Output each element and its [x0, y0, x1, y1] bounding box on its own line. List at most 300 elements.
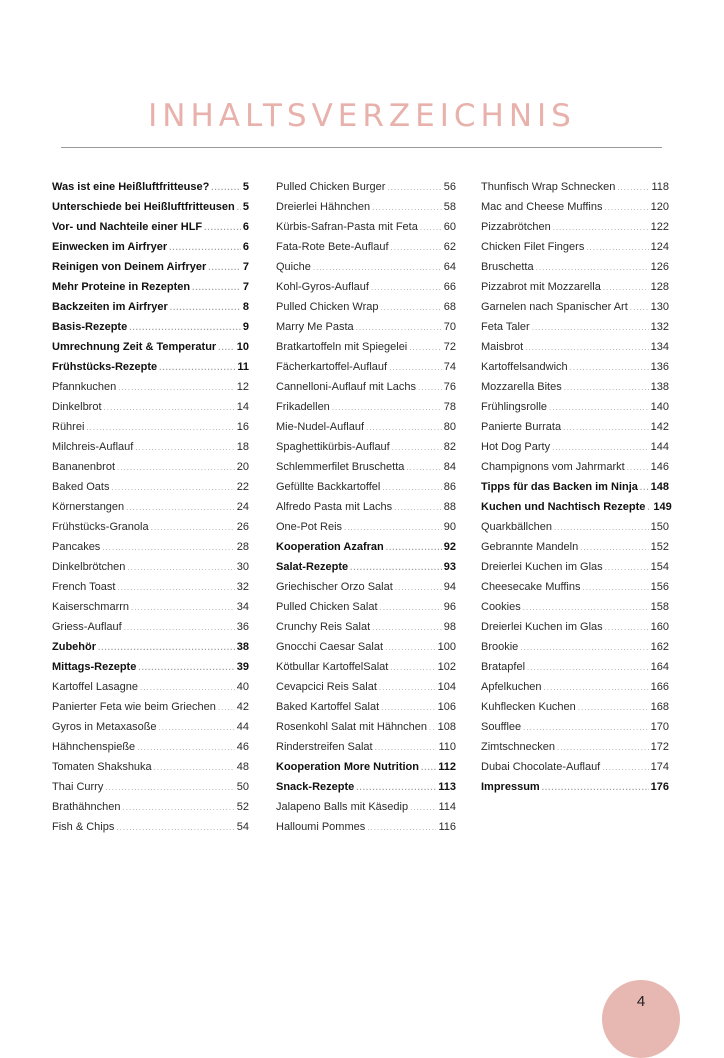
- toc-entry[interactable]: [481, 561, 669, 581]
- toc-entry-page: 76: [443, 381, 456, 393]
- dot-leader: [389, 363, 442, 372]
- toc-entry-page: 124: [650, 241, 669, 253]
- toc-entry-page: 14: [236, 401, 249, 413]
- toc-entry[interactable]: [52, 441, 249, 461]
- toc-entry-label: Dinkelbrot: [52, 401, 102, 413]
- toc-entry-label: Gnocchi Caesar Salat: [276, 641, 383, 653]
- toc-entry[interactable]: [481, 321, 669, 341]
- toc-entry-label: Fächerkartoffel-Auflauf: [276, 361, 388, 373]
- toc-entry-page: 58: [443, 201, 456, 213]
- dot-leader: [140, 683, 235, 692]
- toc-entry-label: Kartoffelsandwich: [481, 361, 568, 373]
- toc-entry-label: Soufflee: [481, 721, 522, 733]
- page-number: 4: [636, 993, 646, 1010]
- toc-entry-page: 112: [438, 761, 456, 773]
- dot-leader: [387, 183, 441, 192]
- toc-entry-page: 106: [437, 701, 456, 713]
- toc-entry-label: Kartoffel Lasagne: [52, 681, 139, 693]
- dot-leader: [544, 683, 649, 692]
- dot-leader: [137, 743, 235, 752]
- toc-entry-label: Maisbrot: [481, 341, 524, 353]
- toc-entry-label: Backzeiten im Airfryer: [52, 301, 168, 313]
- toc-entry-label: Bratapfel: [481, 661, 526, 673]
- toc-entry[interactable]: [52, 701, 249, 721]
- toc-entry-page: 64: [443, 261, 456, 273]
- toc-entry-page: 176: [650, 781, 669, 793]
- dot-leader: [350, 563, 442, 572]
- dot-leader: [159, 363, 235, 372]
- toc-entry[interactable]: [276, 681, 456, 701]
- toc-entry-label: Gefüllte Backkartoffel: [276, 481, 381, 493]
- toc-entry-label: Kuhflecken Kuchen: [481, 701, 576, 713]
- dot-leader: [313, 263, 442, 272]
- toc-entry-page: 94: [443, 581, 456, 593]
- toc-entry-label: Kooperation More Nutrition: [276, 761, 419, 773]
- toc-entry-label: Kuchen und Nachtisch Rezepte: [481, 501, 646, 513]
- toc-entry[interactable]: [52, 561, 249, 581]
- toc-entry[interactable]: [276, 241, 456, 261]
- toc-entry-label: Cookies: [481, 601, 521, 613]
- toc-entry[interactable]: [52, 181, 249, 201]
- toc-entry[interactable]: [481, 661, 669, 681]
- toc-entry[interactable]: [481, 761, 669, 781]
- toc-entry-page: 46: [236, 741, 249, 753]
- dot-leader: [395, 583, 442, 592]
- toc-entry-label: Brathähnchen: [52, 801, 121, 813]
- dot-leader: [532, 323, 649, 332]
- toc-entry-page: 38: [236, 641, 249, 653]
- dot-leader: [380, 603, 442, 612]
- toc-entry[interactable]: [276, 821, 456, 841]
- toc-entry-page: 150: [650, 521, 669, 533]
- toc-entry[interactable]: [276, 761, 456, 781]
- toc-entry-page: 50: [236, 781, 249, 793]
- toc-entry-page: 170: [650, 721, 669, 733]
- toc-entry-label: Feta Taler: [481, 321, 530, 333]
- toc-entry[interactable]: [52, 641, 249, 661]
- dot-leader: [523, 603, 649, 612]
- dot-leader: [129, 323, 241, 332]
- toc-entry[interactable]: [481, 201, 669, 221]
- toc-entry[interactable]: [276, 301, 456, 321]
- toc-entry-label: One-Pot Reis: [276, 521, 343, 533]
- toc-entry-label: Quiche: [276, 261, 311, 273]
- toc-entry-label: Bruschetta: [481, 261, 534, 273]
- toc-entry-page: 130: [650, 301, 669, 313]
- dot-leader: [603, 283, 649, 292]
- toc-entry[interactable]: [481, 421, 669, 441]
- dot-leader: [554, 523, 649, 532]
- toc-entry[interactable]: [481, 681, 669, 701]
- toc-entry-label: Spaghettikürbis-Auflauf: [276, 441, 390, 453]
- toc-entry[interactable]: [52, 301, 249, 321]
- toc-entry-page: 52: [236, 801, 249, 813]
- dot-leader: [586, 243, 648, 252]
- toc-entry[interactable]: [276, 461, 456, 481]
- toc-entry[interactable]: [52, 321, 249, 341]
- toc-entry[interactable]: [276, 401, 456, 421]
- toc-entry[interactable]: [52, 261, 249, 281]
- toc-entry[interactable]: [276, 541, 456, 561]
- toc-entry-label: Salat-Rezepte: [276, 561, 349, 573]
- toc-entry-page: 110: [438, 741, 456, 753]
- toc-entry-label: Thai Curry: [52, 781, 104, 793]
- toc-entry-label: Dubai Chocolate-Auflauf: [481, 761, 601, 773]
- toc-entry[interactable]: [276, 381, 456, 401]
- toc-entry-page: 104: [437, 681, 456, 693]
- toc-entry-label: Chicken Filet Fingers: [481, 241, 585, 253]
- dot-leader: [605, 563, 649, 572]
- toc-entry[interactable]: [276, 441, 456, 461]
- toc-entry[interactable]: [481, 181, 669, 201]
- toc-entry[interactable]: [276, 361, 456, 381]
- toc-entry[interactable]: [52, 281, 249, 301]
- toc-entry-page: 26: [236, 521, 249, 533]
- dot-leader: [382, 483, 441, 492]
- toc-entry[interactable]: [481, 361, 669, 381]
- toc-entry-label: Halloumi Pommes: [276, 821, 366, 833]
- toc-entry-page: 68: [443, 301, 456, 313]
- toc-entry-page: 16: [236, 421, 249, 433]
- toc-entry-page: 48: [236, 761, 249, 773]
- toc-entry[interactable]: [276, 561, 456, 581]
- toc-entry-page: 74: [443, 361, 456, 373]
- title-divider: [61, 147, 662, 148]
- toc-entry[interactable]: [276, 221, 456, 241]
- toc-entry[interactable]: [481, 701, 669, 721]
- dot-leader: [116, 823, 234, 832]
- toc-entry[interactable]: [52, 721, 249, 741]
- toc-entry-label: Apfelkuchen: [481, 681, 542, 693]
- toc-entry-page: 154: [650, 561, 669, 573]
- toc-entry-label: Hähnchenspieße: [52, 741, 136, 753]
- toc-entry-page: 11: [237, 361, 249, 373]
- dot-leader: [105, 783, 234, 792]
- dot-leader: [525, 343, 648, 352]
- dot-leader: [536, 263, 649, 272]
- toc-entry-label: Garnelen nach Spanischer Art: [481, 301, 628, 313]
- dot-leader: [169, 243, 241, 252]
- toc-entry-label: Mac and Cheese Muffins: [481, 201, 603, 213]
- toc-entry-label: Was ist eine Heißluftfritteuse?: [52, 181, 210, 193]
- toc-entry[interactable]: [276, 741, 456, 761]
- toc-entry-page: 60: [443, 221, 456, 233]
- toc-entry[interactable]: [276, 621, 456, 641]
- toc-entry-label: Dinkelbrötchen: [52, 561, 126, 573]
- toc-entry-page: 7: [242, 281, 249, 293]
- toc-entry[interactable]: [481, 621, 669, 641]
- toc-entry-page: 28: [236, 541, 249, 553]
- dot-leader: [570, 363, 649, 372]
- toc-entry[interactable]: [276, 801, 456, 821]
- toc-entry-label: Baked Kartoffel Salat: [276, 701, 380, 713]
- dot-leader: [102, 543, 234, 552]
- toc-entry-page: 32: [236, 581, 249, 593]
- toc-entry-label: Fata-Rote Bete-Auflauf: [276, 241, 389, 253]
- toc-entry-page: 7: [242, 261, 249, 273]
- dot-leader: [527, 663, 649, 672]
- toc-entry[interactable]: [52, 481, 249, 501]
- toc-entry-label: Griechischer Orzo Salat: [276, 581, 393, 593]
- dot-leader: [372, 203, 442, 212]
- toc-entry-page: 132: [650, 321, 669, 333]
- dot-leader: [356, 323, 442, 332]
- dot-leader: [356, 783, 436, 792]
- toc-entry-page: 144: [650, 441, 669, 453]
- dot-leader: [218, 703, 235, 712]
- dot-leader: [124, 623, 235, 632]
- toc-entry-label: Pulled Chicken Salat: [276, 601, 378, 613]
- toc-entry-label: Tipps für das Backen im Ninja: [481, 481, 638, 493]
- toc-entry[interactable]: [481, 301, 669, 321]
- toc-entry[interactable]: [481, 781, 669, 801]
- toc-entry[interactable]: [276, 341, 456, 361]
- toc-entry[interactable]: [52, 361, 249, 381]
- dot-leader: [86, 423, 234, 432]
- toc-entry-page: 146: [650, 461, 669, 473]
- toc-entry-label: Zimtschnecken: [481, 741, 555, 753]
- dot-leader: [385, 643, 436, 652]
- dot-leader: [563, 423, 649, 432]
- toc-entry-page: 168: [650, 701, 669, 713]
- toc-entry-label: Frühstücks-Granola: [52, 521, 149, 533]
- page-title: INHALTSVERZEICHNIS: [148, 98, 576, 134]
- toc-entry-label: Cannelloni-Auflauf mit Lachs: [276, 381, 417, 393]
- toc-entry-label: Pulled Chicken Wrap: [276, 301, 379, 313]
- toc-entry-page: 10: [236, 341, 249, 353]
- toc-entry-label: Champignons vom Jahrmarkt: [481, 461, 625, 473]
- toc-entry[interactable]: [52, 221, 249, 241]
- toc-entry-label: Cevapcici Reis Salat: [276, 681, 377, 693]
- toc-entry[interactable]: [52, 401, 249, 421]
- toc-entry-label: Kaiserschmarrn: [52, 601, 130, 613]
- toc-entry[interactable]: [52, 421, 249, 441]
- toc-column-3: [481, 181, 672, 801]
- dot-leader: [523, 723, 648, 732]
- toc-entry-label: Marry Me Pasta: [276, 321, 354, 333]
- toc-entry-label: Unterschiede bei Heißluftfritteusen: [52, 201, 235, 213]
- toc-entry[interactable]: [481, 541, 669, 561]
- dot-leader: [211, 183, 241, 192]
- toc-entry[interactable]: [52, 821, 249, 841]
- toc-entry-label: Frühstücks-Rezepte: [52, 361, 158, 373]
- dot-leader: [420, 223, 442, 232]
- toc-entry-label: Pancakes: [52, 541, 101, 553]
- toc-entry-label: Rührei: [52, 421, 85, 433]
- toc-entry-label: Dreierlei Kuchen im Glas: [481, 621, 603, 633]
- toc-entry-page: 136: [650, 361, 669, 373]
- dot-leader: [375, 743, 437, 752]
- toc-entry[interactable]: [52, 621, 249, 641]
- toc-entry[interactable]: [481, 521, 669, 541]
- toc-entry-page: 102: [437, 661, 456, 673]
- toc-entry-label: Frikadellen: [276, 401, 330, 413]
- toc-entry-page: 96: [443, 601, 456, 613]
- toc-entry[interactable]: [481, 601, 669, 621]
- toc-entry-page: 142: [650, 421, 669, 433]
- toc-entry-page: 86: [443, 481, 456, 493]
- toc-entry[interactable]: [276, 481, 456, 501]
- toc-entry[interactable]: [276, 701, 456, 721]
- dot-leader: [392, 443, 442, 452]
- toc-entry[interactable]: [276, 261, 456, 281]
- toc-entry[interactable]: [52, 801, 249, 821]
- toc-entry-page: 158: [650, 601, 669, 613]
- dot-leader: [366, 423, 442, 432]
- dot-leader: [386, 543, 442, 552]
- dot-leader: [218, 343, 235, 352]
- toc-entry[interactable]: [276, 281, 456, 301]
- toc-entry-label: Mozzarella Bites: [481, 381, 562, 393]
- toc-entry-page: 152: [650, 541, 669, 553]
- toc-entry[interactable]: [276, 581, 456, 601]
- toc-entry[interactable]: [276, 201, 456, 221]
- toc-entry-page: 92: [443, 541, 456, 553]
- dot-leader: [418, 383, 442, 392]
- toc-entry-page: 34: [236, 601, 249, 613]
- toc-entry[interactable]: [481, 441, 669, 461]
- dot-leader: [520, 643, 648, 652]
- toc-entry-page: 18: [236, 441, 249, 453]
- toc-entry[interactable]: [52, 381, 249, 401]
- toc-entry[interactable]: [481, 281, 669, 301]
- toc-entry-page: 88: [443, 501, 456, 513]
- toc-entry-page: 116: [438, 821, 456, 833]
- dot-leader: [118, 383, 235, 392]
- toc-entry[interactable]: [52, 201, 249, 221]
- toc-entry-page: 30: [236, 561, 249, 573]
- toc-entry[interactable]: [481, 721, 669, 741]
- toc-entry-label: Mie-Nudel-Auflauf: [276, 421, 365, 433]
- toc-entry[interactable]: [52, 741, 249, 761]
- toc-entry-page: 42: [236, 701, 249, 713]
- toc-entry[interactable]: [481, 241, 669, 261]
- dot-leader: [429, 723, 436, 732]
- toc-entry-label: Rosenkohl Salat mit Hähnchen: [276, 721, 428, 733]
- toc-entry[interactable]: [481, 741, 669, 761]
- toc-entry[interactable]: [52, 461, 249, 481]
- toc-entry-page: 149: [653, 501, 672, 513]
- toc-entry[interactable]: [52, 661, 249, 681]
- toc-entry-page: 66: [443, 281, 456, 293]
- toc-entry[interactable]: [481, 341, 669, 361]
- toc-entry-label: Bananenbrot: [52, 461, 115, 473]
- toc-entry-page: 90: [443, 521, 456, 533]
- toc-entry-page: 9: [242, 321, 249, 333]
- toc-entry-page: 39: [236, 661, 249, 673]
- toc-entry[interactable]: [276, 601, 456, 621]
- dot-leader: [126, 503, 235, 512]
- toc-entry[interactable]: [52, 541, 249, 561]
- dot-leader: [391, 243, 442, 252]
- toc-entry[interactable]: [481, 501, 672, 521]
- dot-leader: [617, 183, 649, 192]
- toc-entry[interactable]: [481, 461, 669, 481]
- dot-leader: [553, 223, 649, 232]
- toc-entry[interactable]: [276, 521, 456, 541]
- toc-entry-page: 98: [443, 621, 456, 633]
- toc-entry[interactable]: [276, 181, 456, 201]
- dot-leader: [580, 543, 648, 552]
- dot-leader: [640, 483, 649, 492]
- toc-entry-page: 172: [650, 741, 669, 753]
- toc-entry-page: 70: [443, 321, 456, 333]
- toc-entry-page: 40: [236, 681, 249, 693]
- toc-entry[interactable]: [481, 261, 669, 281]
- dot-leader: [381, 303, 442, 312]
- toc-entry[interactable]: [276, 421, 456, 441]
- dot-leader: [371, 283, 442, 292]
- toc-entry[interactable]: [52, 501, 249, 521]
- toc-entry-page: 126: [650, 261, 669, 273]
- dot-leader: [564, 383, 649, 392]
- toc-entry[interactable]: [481, 381, 669, 401]
- toc-entry[interactable]: [276, 641, 456, 661]
- toc-entry-page: 166: [650, 681, 669, 693]
- toc-entry-label: Quarkbällchen: [481, 521, 552, 533]
- toc-entry-label: Fish & Chips: [52, 821, 115, 833]
- dot-leader: [604, 203, 648, 212]
- toc-entry-page: 174: [650, 761, 669, 773]
- dot-leader: [578, 703, 649, 712]
- toc-entry-label: Snack-Rezepte: [276, 781, 355, 793]
- dot-leader: [630, 303, 649, 312]
- dot-leader: [170, 303, 241, 312]
- toc-entry[interactable]: [481, 641, 669, 661]
- toc-entry[interactable]: [481, 481, 669, 501]
- toc-entry-page: 80: [443, 421, 456, 433]
- toc-entry-page: 108: [437, 721, 456, 733]
- dot-leader: [117, 463, 235, 472]
- toc-column-2: [276, 181, 456, 841]
- toc-entry[interactable]: [481, 401, 669, 421]
- toc-entry-label: Panierter Feta wie beim Griechen: [52, 701, 216, 713]
- toc-entry[interactable]: [52, 681, 249, 701]
- toc-entry[interactable]: [481, 581, 669, 601]
- toc-entry-page: 93: [443, 561, 456, 573]
- toc-entry[interactable]: [52, 341, 249, 361]
- dot-leader: [98, 643, 235, 652]
- toc-entry[interactable]: [481, 221, 669, 241]
- toc-entry-label: Basis-Rezepte: [52, 321, 128, 333]
- dot-leader: [421, 763, 436, 772]
- toc-entry[interactable]: [52, 601, 249, 621]
- toc-entry[interactable]: [52, 781, 249, 801]
- toc-entry-label: Tomaten Shakshuka: [52, 761, 152, 773]
- toc-entry-label: Mehr Proteine in Rezepten: [52, 281, 191, 293]
- toc-entry[interactable]: [52, 241, 249, 261]
- toc-entry[interactable]: [52, 581, 249, 601]
- toc-entry-label: Bratkartoffeln mit Spiegelei: [276, 341, 408, 353]
- toc-entry[interactable]: [276, 661, 456, 681]
- dot-leader: [111, 483, 234, 492]
- toc-entry[interactable]: [276, 321, 456, 341]
- toc-entry[interactable]: [52, 521, 249, 541]
- toc-entry-label: Dreierlei Hähnchen: [276, 201, 371, 213]
- toc-entry[interactable]: [276, 501, 456, 521]
- toc-entry[interactable]: [52, 761, 249, 781]
- toc-entry-label: Griess-Auflauf: [52, 621, 122, 633]
- toc-entry-label: Crunchy Reis Salat: [276, 621, 371, 633]
- toc-entry[interactable]: [276, 721, 456, 741]
- dot-leader: [367, 823, 436, 832]
- toc-entry[interactable]: [276, 781, 456, 801]
- toc-entry-label: Pfannkuchen: [52, 381, 117, 393]
- toc-entry-page: 36: [236, 621, 249, 633]
- toc-entry-label: Umrechnung Zeit & Temperatur: [52, 341, 217, 353]
- toc-entry-label: Impressum: [481, 781, 540, 793]
- dot-leader: [549, 403, 649, 412]
